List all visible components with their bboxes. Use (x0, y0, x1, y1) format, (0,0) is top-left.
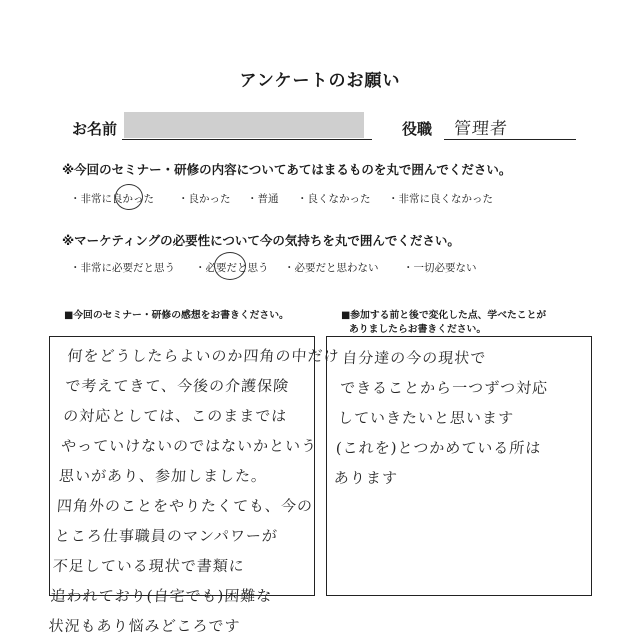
q2-option-very-necessary[interactable]: ・非常に必要だと思う (70, 262, 175, 274)
q2-option-not-necessary[interactable]: ・必要だと思わない (284, 262, 379, 274)
q2-selection-circle (214, 252, 246, 280)
left-comment-line: 何をどうしたらよいのか四角の中だけ (66, 347, 341, 365)
q1-option-very-good[interactable]: ・非常に良かった (70, 193, 154, 205)
q2-option-necessary[interactable]: ・必要だと思う (195, 262, 269, 274)
left-comment-line: 四角外のことをやりたくても、今の (56, 497, 314, 515)
name-redaction (124, 112, 364, 138)
left-comment-line: やっていけないのではないかという (60, 437, 318, 455)
right-comment-text (333, 343, 588, 493)
left-comment-line: の対応としては、このままでは (62, 407, 288, 425)
left-comment-line: 不足している現状で書類に (52, 557, 246, 575)
left-panel-title: ■今回のセミナー・研修の感想をお書きください。 (64, 310, 289, 321)
q1-option-not-good[interactable]: ・良くなかった (297, 193, 371, 205)
name-underline (122, 139, 372, 140)
q2-option-none-needed[interactable]: ・一切必要ない (403, 262, 477, 274)
right-panel-title-line-2: ありましたらお書きください。 (349, 324, 487, 335)
left-comment-line: ところ仕事職員のマンパワーが (54, 527, 279, 545)
right-comment-line: あります (333, 469, 399, 487)
question-1-text: ※今回のセミナー・研修の内容についてあてはまるものを丸で囲んでください。 (62, 162, 512, 177)
right-comment-line: していきたいと思います (337, 409, 515, 427)
name-label: お名前 (72, 120, 118, 138)
page-title: アンケートのお願い (239, 71, 401, 91)
right-panel-title-line-1: ■参加する前と後で変化した点、学べたことが (341, 310, 547, 321)
q1-option-average[interactable]: ・普通 (247, 193, 279, 205)
question-2-text: ※マーケティングの必要性について今の気持ちを丸で囲んでください。 (62, 233, 460, 248)
right-comment-line: できることから一つずつ対応 (339, 379, 549, 397)
left-comment-line: 追われており(自宅でも)困難な (50, 587, 274, 605)
role-value: 管理者 (453, 119, 509, 139)
right-comment-line: 自分達の今の現状で (341, 349, 487, 367)
role-underline (444, 139, 576, 140)
q1-option-very-not-good[interactable]: ・非常に良くなかった (388, 193, 493, 205)
left-comment-text (47, 341, 341, 641)
left-comment-line: 思いがあり、参加しました。 (58, 467, 268, 485)
left-comment-line: で考えてきて、今後の介護保険 (64, 377, 290, 395)
right-comment-line: (これを)とつかめている所は (335, 439, 542, 457)
q1-selection-circle (115, 184, 143, 210)
left-comment-line: 状況もあり悩みどころです (47, 617, 242, 635)
q1-option-good[interactable]: ・良かった (178, 193, 231, 205)
role-label: 役職 (402, 120, 433, 138)
